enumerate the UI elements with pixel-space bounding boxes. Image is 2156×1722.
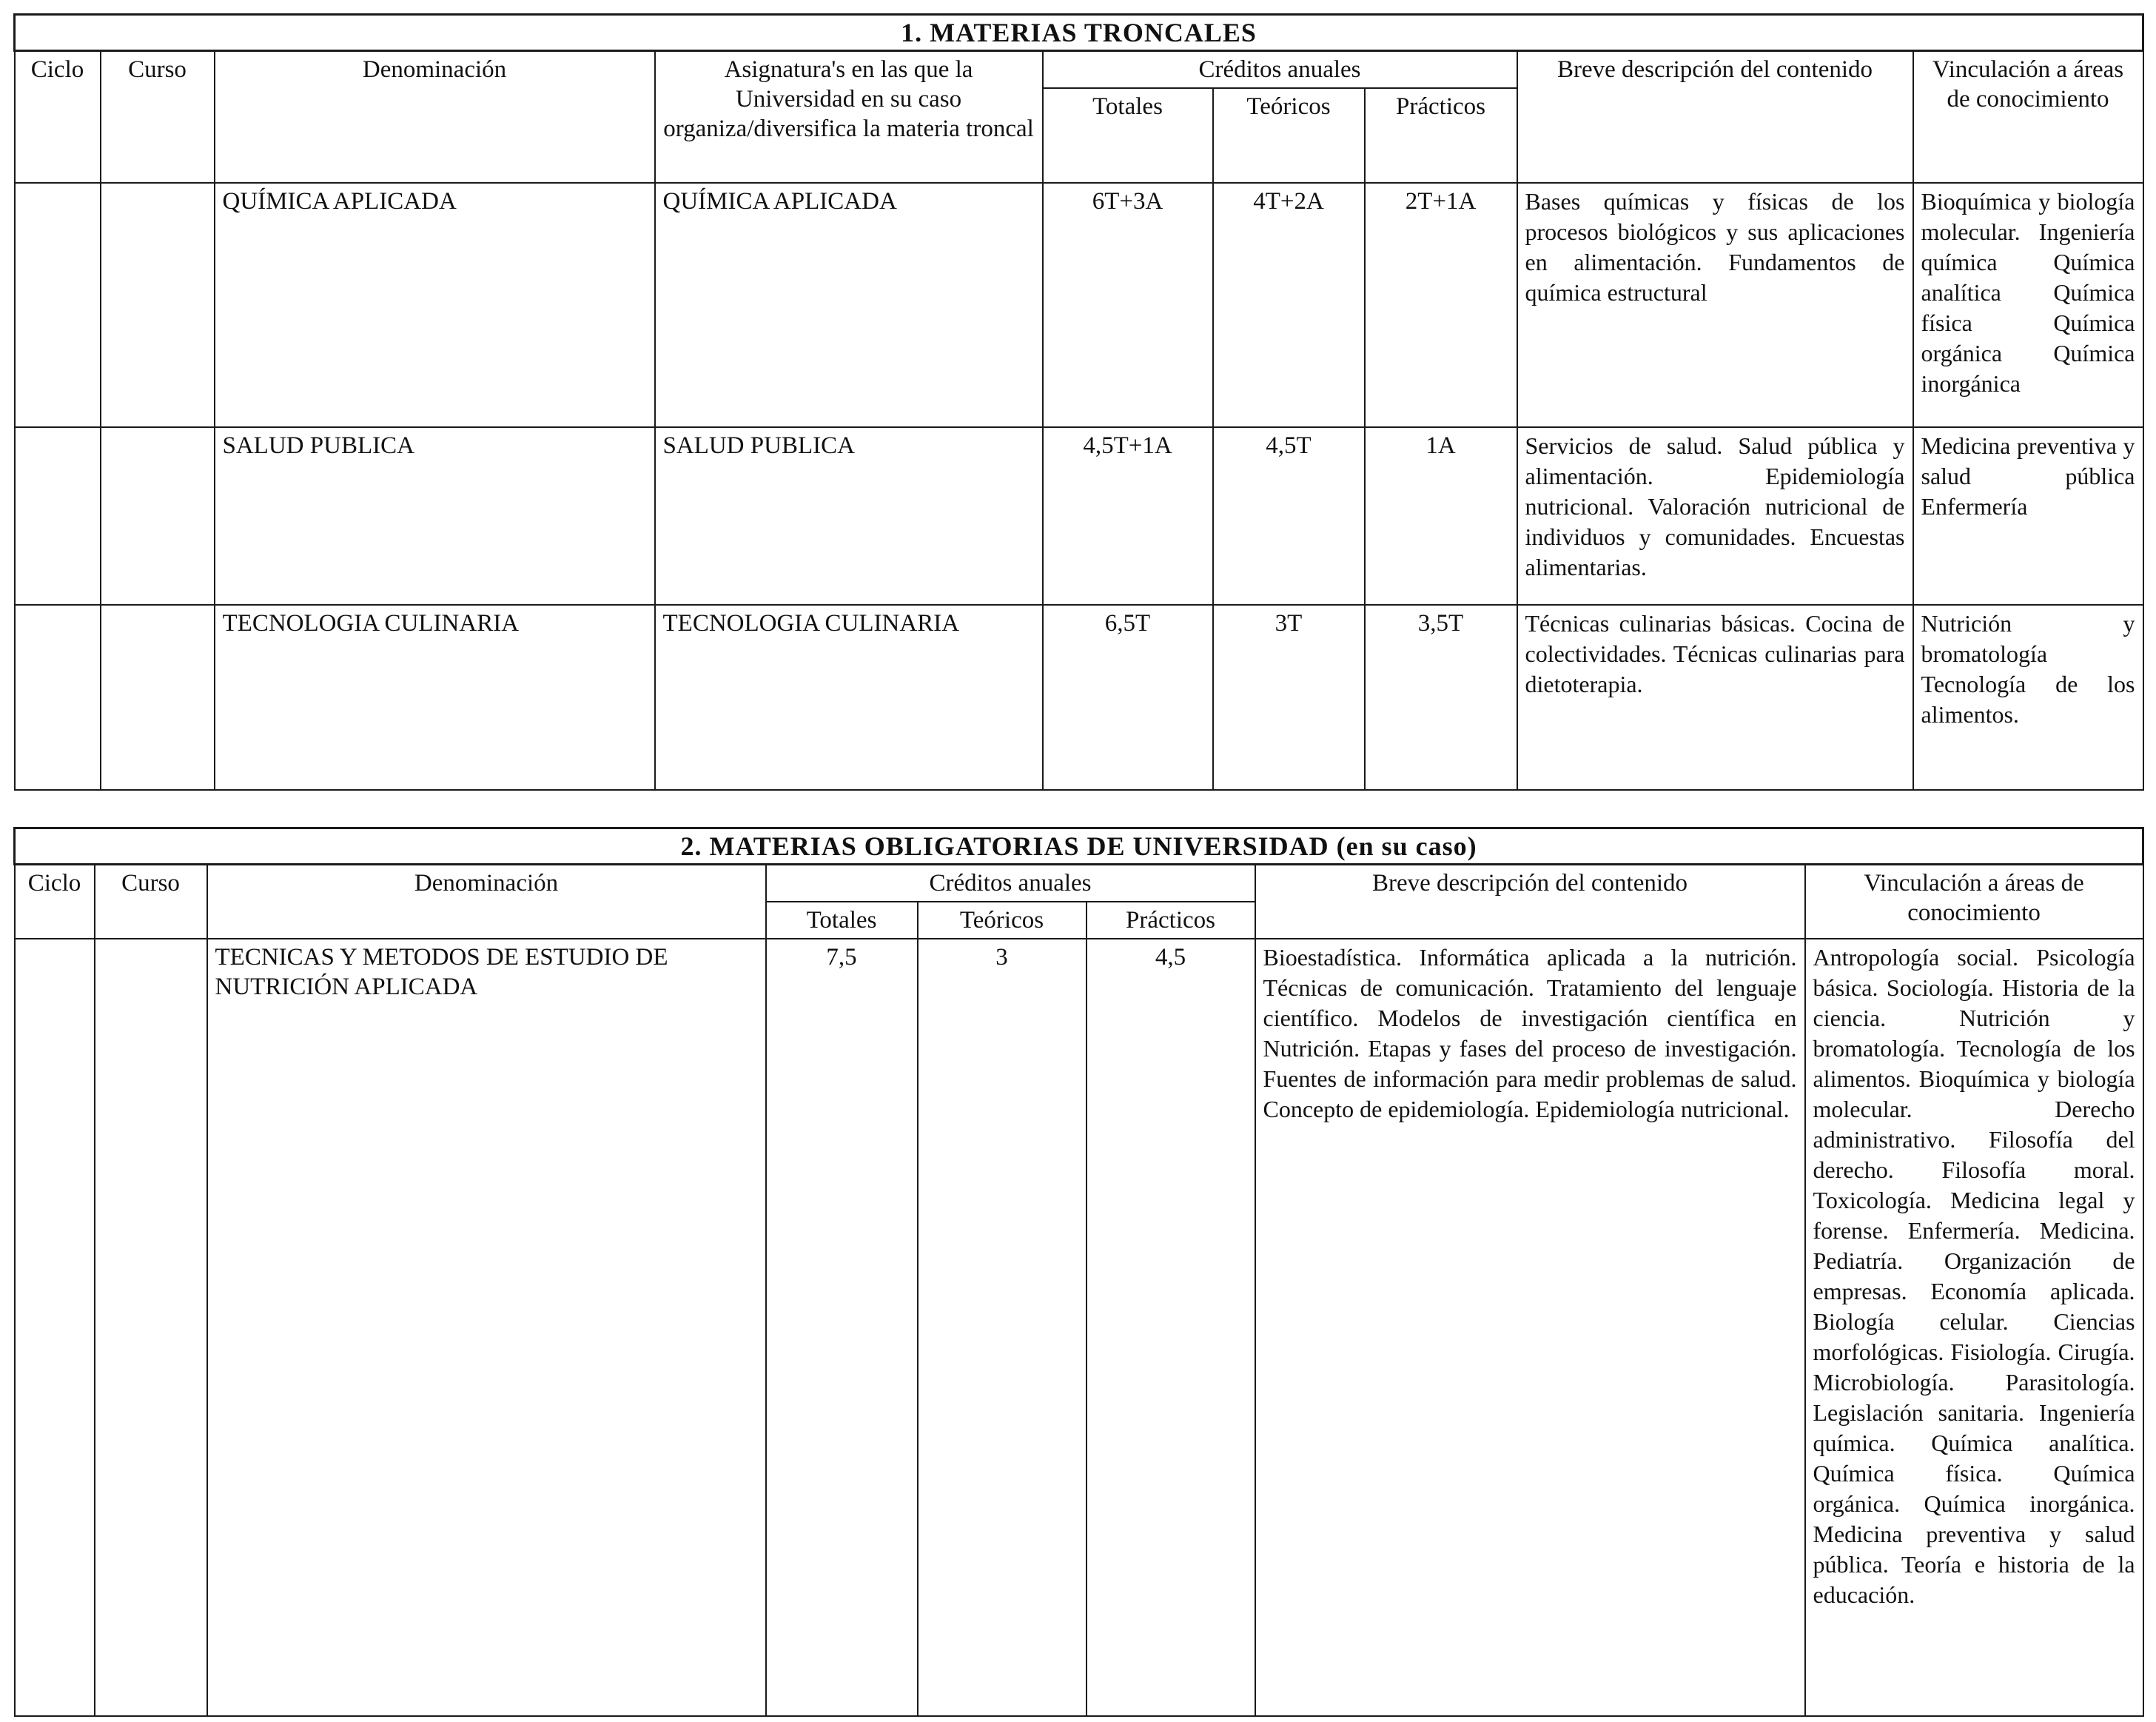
- header-practicos: Prácticos: [1087, 902, 1255, 939]
- header-asignaturas: Asignatura's en las que la Universidad en su caso organiza/diversifica la materia troncal: [655, 51, 1043, 184]
- header-vinculacion: Vinculación a áreas de conocimiento: [1913, 51, 2143, 184]
- cell-denominacion: QUÍMICA APLICADA: [215, 183, 655, 427]
- cell-ciclo: [15, 427, 101, 605]
- cell-vinculacion: Nutrición y bromatología Tecnología de los alimentos.: [1913, 605, 2143, 790]
- cell-asignatura: QUÍMICA APLICADA: [655, 183, 1043, 427]
- cell-descripcion: Bases químicas y físicas de los procesos biológicos y sus aplicaciones en alimentación. Fundamentos de química estructural: [1517, 183, 1913, 427]
- header-curso: Curso: [101, 51, 215, 184]
- cell-totales: 7,5: [766, 939, 918, 1716]
- header-curso: Curso: [95, 865, 207, 939]
- cell-ciclo: [15, 939, 95, 1716]
- cell-practicos: 3,5T: [1365, 605, 1517, 790]
- header-descripcion: Breve descripción del contenido: [1517, 51, 1913, 184]
- cell-practicos: 1A: [1365, 427, 1517, 605]
- table-row: [15, 183, 2143, 427]
- header-teoricos: Teóricos: [918, 902, 1087, 939]
- cell-practicos: 2T+1A: [1365, 183, 1517, 427]
- header-creditos-anuales: Créditos anuales: [1043, 51, 1517, 89]
- header-denominacion: Denominación: [215, 51, 655, 184]
- header-vinculacion: Vinculación a áreas de conocimiento: [1805, 865, 2143, 939]
- materias-obligatorias-table: [13, 827, 2144, 1717]
- cell-denominacion: TECNOLOGIA CULINARIA: [215, 605, 655, 790]
- cell-descripcion: Técnicas culinarias básicas. Cocina de colectividades. Técnicas culinarias para dietoterapia.: [1517, 605, 1913, 790]
- cell-curso: [95, 939, 207, 1716]
- cell-practicos: 4,5: [1087, 939, 1255, 1716]
- header-practicos: Prácticos: [1365, 88, 1517, 183]
- header-ciclo: Ciclo: [15, 51, 101, 184]
- section-title: 1. MATERIAS TRONCALES: [15, 15, 2143, 51]
- header-totales: Totales: [1043, 88, 1213, 183]
- materias-troncales-table: [13, 13, 2144, 791]
- cell-vinculacion: Medicina preventiva y salud pública Enfermería: [1913, 427, 2143, 605]
- table-row: [15, 939, 2143, 1716]
- cell-denominacion: SALUD PUBLICA: [215, 427, 655, 605]
- cell-teoricos: 3: [918, 939, 1087, 1716]
- header-teoricos: Teóricos: [1213, 88, 1365, 183]
- table-row: [15, 605, 2143, 790]
- cell-ciclo: [15, 183, 101, 427]
- cell-vinculacion: Bioquímica y biología molecular. Ingeniería química Química analítica Química física Química orgánica Química inorgánica: [1913, 183, 2143, 427]
- cell-totales: 4,5T+1A: [1043, 427, 1213, 605]
- header-totales: Totales: [766, 902, 918, 939]
- cell-teoricos: 4T+2A: [1213, 183, 1365, 427]
- cell-ciclo: [15, 605, 101, 790]
- header-descripcion: Breve descripción del contenido: [1255, 865, 1805, 939]
- cell-totales: 6,5T: [1043, 605, 1213, 790]
- header-ciclo: Ciclo: [15, 865, 95, 939]
- cell-asignatura: TECNOLOGIA CULINARIA: [655, 605, 1043, 790]
- cell-vinculacion: Antropología social. Psicología básica. Sociología. Historia de la ciencia. Nutrición y bromatología. Tecnología de los alimentos. Bioquímica y biología molecular. Derecho administrativo. Filosofía del derecho. Filosofía moral. Toxicología. Medicina legal y forense. Enfermería. Medicina. Pediatría. Organización de empresas. Economía aplicada. Biología celular. Ciencias morfológicas. Fisiología. Cirugía. Microbiología. Parasitología. Legislación sanitaria. Ingeniería química. Química analítica. Química física. Química orgánica. Química inorgánica. Medicina preventiva y salud pública. Teoría e historia de la educación.: [1805, 939, 2143, 1716]
- header-creditos-anuales: Créditos anuales: [766, 865, 1255, 902]
- cell-curso: [101, 427, 215, 605]
- cell-totales: 6T+3A: [1043, 183, 1213, 427]
- cell-teoricos: 3T: [1213, 605, 1365, 790]
- cell-asignatura: SALUD PUBLICA: [655, 427, 1043, 605]
- cell-curso: [101, 183, 215, 427]
- cell-curso: [101, 605, 215, 790]
- section-title: 2. MATERIAS OBLIGATORIAS DE UNIVERSIDAD (en su caso): [15, 828, 2143, 865]
- cell-teoricos: 4,5T: [1213, 427, 1365, 605]
- cell-descripcion: Servicios de salud. Salud pública y alimentación. Epidemiología nutricional. Valoración nutricional de individuos y comunidades. Encuestas alimentarias.: [1517, 427, 1913, 605]
- cell-descripcion: Bioestadística. Informática aplicada a la nutrición. Técnicas de comunicación. Tratamiento del lenguaje científico. Modelos de investigación científica en Nutrición. Etapas y fases del proceso de investigación. Fuentes de información para medir problemas de salud. Concepto de epidemiología. Epidemiología nutricional.: [1255, 939, 1805, 1716]
- cell-denominacion: TECNICAS Y METODOS DE ESTUDIO DE NUTRICIÓN APLICADA: [207, 939, 766, 1716]
- header-denominacion: Denominación: [207, 865, 766, 939]
- table-row: [15, 427, 2143, 605]
